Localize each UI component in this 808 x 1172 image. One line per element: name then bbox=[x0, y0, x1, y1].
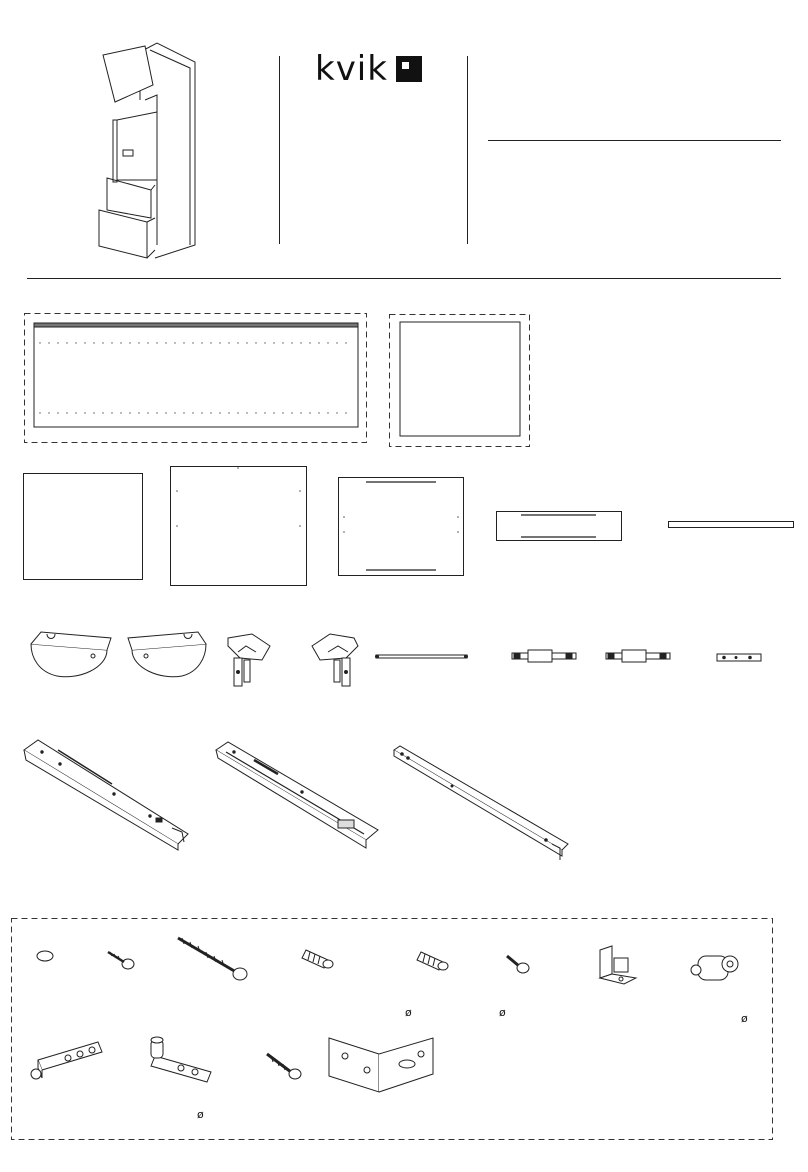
drawer-runner-2 bbox=[214, 740, 380, 848]
long-screw bbox=[176, 936, 250, 982]
cabinet-illustration bbox=[95, 40, 205, 265]
drawer-front-panel bbox=[338, 477, 464, 576]
short-screw bbox=[106, 950, 136, 972]
angle-bracket bbox=[327, 1036, 437, 1094]
diameter-label-3: ø bbox=[741, 1012, 748, 1025]
corner-bracket-left bbox=[29, 628, 113, 680]
shelf-panel-2 bbox=[170, 466, 307, 586]
side-panel-long bbox=[24, 313, 368, 443]
header-divider-right bbox=[467, 56, 468, 244]
corner-bracket-right bbox=[126, 628, 210, 680]
diameter-label-2: ø bbox=[499, 1006, 506, 1019]
back-panel-square bbox=[389, 314, 531, 448]
push-latch-2 bbox=[604, 648, 672, 664]
push-latch-1 bbox=[510, 648, 578, 664]
small-screw bbox=[505, 954, 531, 976]
cam-lock-cap bbox=[36, 950, 54, 962]
drawer-runner-3 bbox=[392, 744, 572, 862]
trim-strip bbox=[668, 521, 794, 529]
shelf-bracket-plate bbox=[30, 1040, 104, 1086]
diameter-label-4: ø bbox=[197, 1108, 204, 1121]
shelf-support-pin bbox=[141, 1036, 213, 1086]
drawer-runner-1 bbox=[22, 738, 188, 850]
lift-hinge-left bbox=[222, 632, 274, 690]
header-divider-left bbox=[279, 56, 280, 244]
medium-screw bbox=[265, 1052, 303, 1082]
drawer-side-panel bbox=[496, 511, 622, 541]
hinge-mount-block bbox=[596, 944, 640, 986]
lift-hinge-right bbox=[308, 632, 364, 690]
mounting-plate bbox=[716, 652, 762, 664]
connecting-rod bbox=[375, 653, 468, 661]
dowel-2 bbox=[417, 946, 451, 972]
brand-logo-mark bbox=[396, 56, 422, 82]
shelf-panel-1 bbox=[23, 473, 143, 580]
brand-logo bbox=[315, 49, 422, 89]
title-rule bbox=[488, 140, 781, 141]
cam-lock-housing bbox=[690, 948, 742, 988]
dowel-1 bbox=[302, 944, 336, 970]
brand-logo-text: kvik bbox=[315, 49, 388, 89]
header-separator bbox=[27, 278, 781, 279]
diameter-label-1: ø bbox=[405, 1006, 412, 1019]
